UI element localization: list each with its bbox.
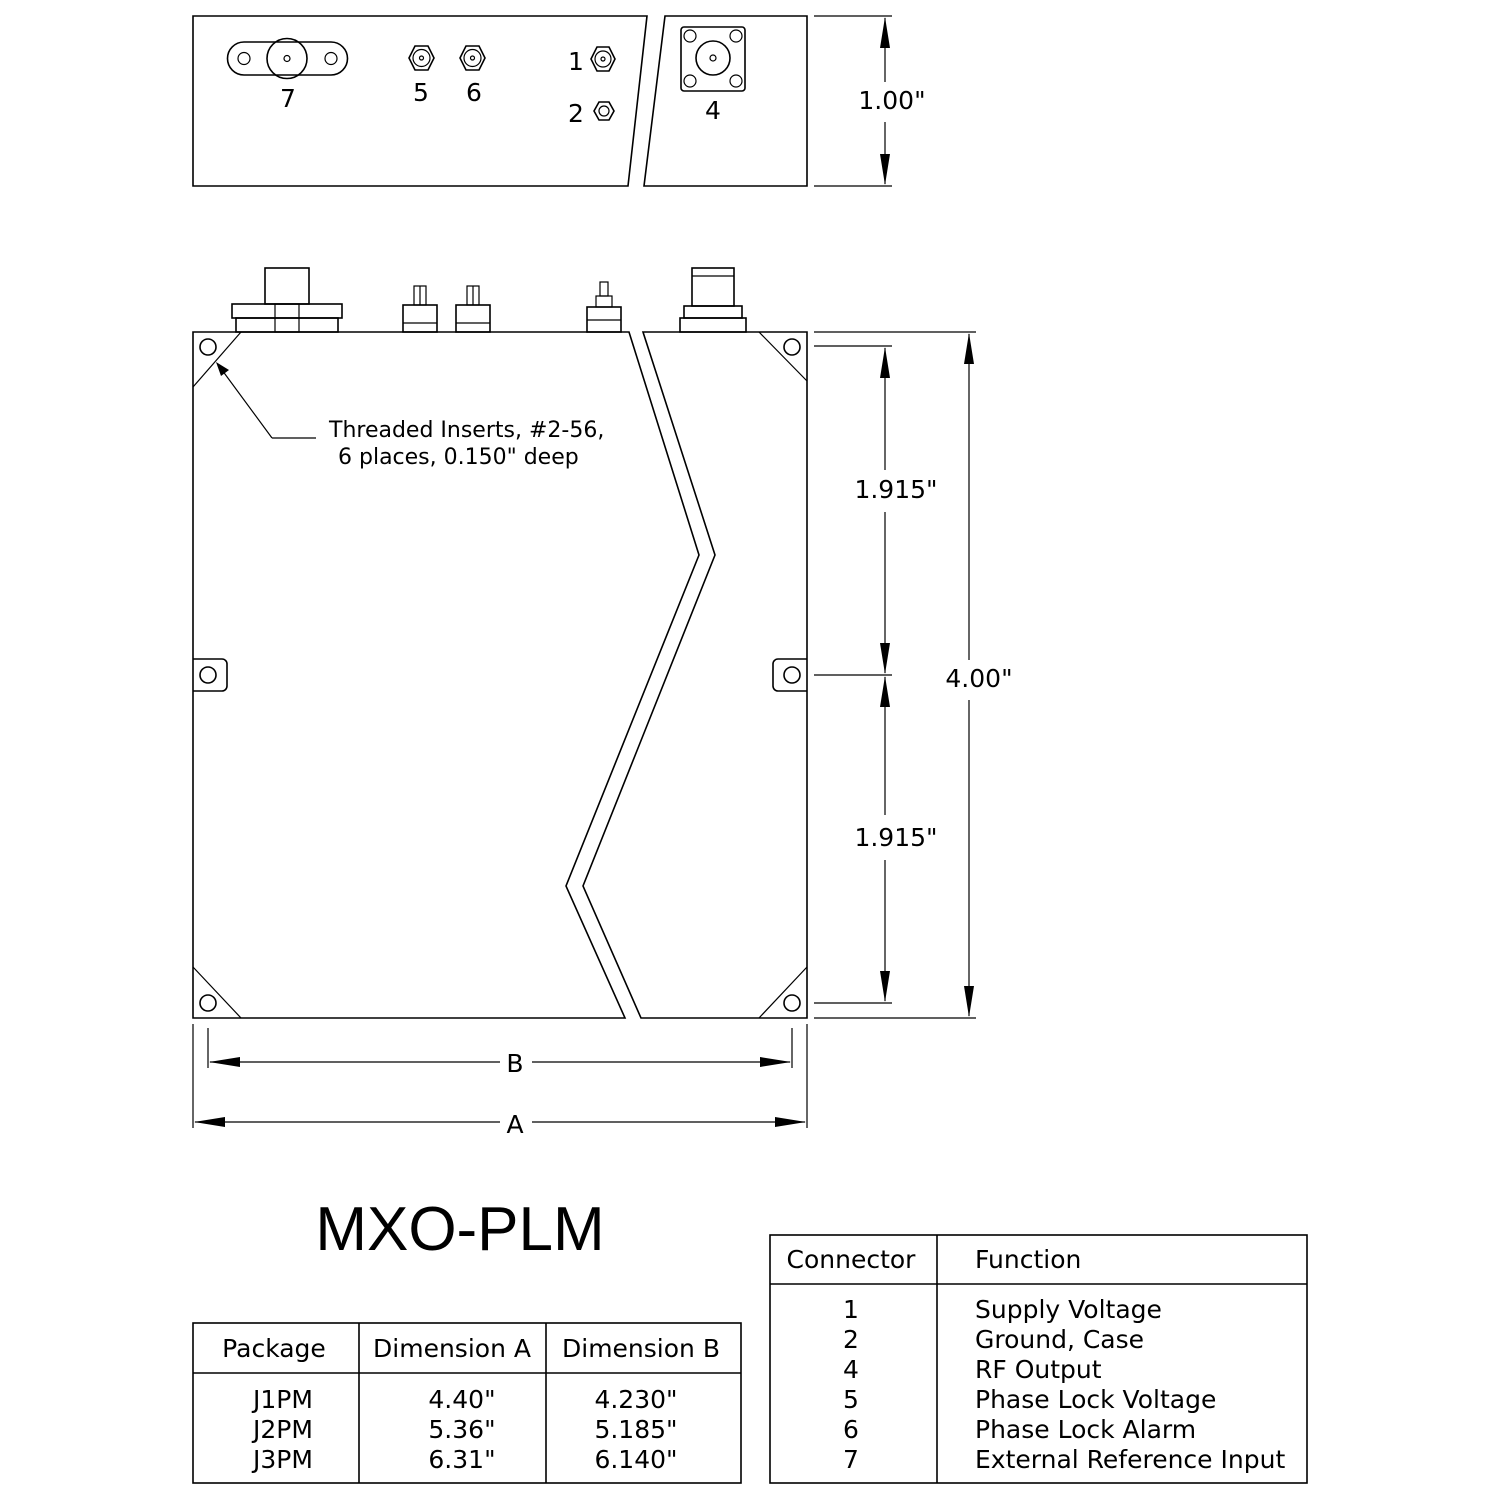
callout-text-line1: Threaded Inserts, #2-56, [329,418,605,443]
connector-6-top [460,46,485,70]
connector-header-connector: Connector [786,1245,916,1274]
connector-function-cell: Ground, Case [975,1325,1145,1354]
dim-lower-label: 1.915" [854,823,938,852]
connector-function-cell: External Reference Input [975,1445,1286,1474]
package-header-package: Package [222,1334,326,1363]
package-cell: 6.140" [594,1445,678,1474]
front-view [193,268,1013,1139]
connector-function-cell: Supply Voltage [975,1295,1162,1324]
dimension-b [208,1028,792,1068]
label-connector-4: 4 [705,96,721,125]
connector-function-cell: Phase Lock Alarm [975,1415,1197,1444]
connector-number-cell: 5 [843,1385,859,1414]
connector-number-cell: 1 [843,1295,859,1324]
connector-5-side [403,286,437,332]
callout-text-line2: 6 places, 0.150" deep [338,445,579,470]
connector-table [770,1235,1307,1483]
connector-7-side [232,268,342,332]
dim-a-label: A [506,1110,524,1139]
connector-function-cell: Phase Lock Voltage [975,1385,1217,1414]
package-cell: 5.36" [428,1415,496,1444]
dim-total-label: 4.00" [945,664,1013,693]
connector-number-cell: 2 [843,1325,859,1354]
package-cell: J1PM [253,1385,313,1414]
package-cell: 5.185" [594,1415,678,1444]
hole-spacing-dimensions [814,346,892,1003]
package-header-dim-a: Dimension A [373,1334,531,1363]
connector-number-cell: 6 [843,1415,859,1444]
label-connector-7: 7 [280,84,296,113]
connector-2-top [594,102,614,120]
connector-1-top [591,47,615,71]
label-connector-1: 1 [568,47,584,76]
package-header-dim-b: Dimension B [562,1334,720,1363]
connector-number-cell: 4 [843,1355,859,1384]
connector-4-top [681,27,745,91]
drawing-title: MXO-PLM [315,1195,605,1264]
connector-4-side [680,268,746,332]
label-connector-2: 2 [568,99,584,128]
package-cell: 4.40" [428,1385,496,1414]
connector-1-side [587,282,621,332]
connector-number-cell: 7 [843,1445,859,1474]
top-view-right-section [644,16,807,186]
dim-height-label: 1.00" [858,86,926,115]
package-cell: J2PM [253,1415,313,1444]
top-view [193,16,926,186]
connector-function-cell: RF Output [975,1355,1102,1384]
label-connector-5: 5 [413,78,429,107]
connector-7-top [228,39,348,79]
package-cell: 4.230" [594,1385,678,1414]
insert-callout-leader [216,362,316,438]
label-connector-6: 6 [466,78,482,107]
connector-5-top [409,46,434,70]
connector-6-side [456,286,490,332]
dimension-a [193,1024,807,1128]
package-cell: J3PM [253,1445,313,1474]
package-table [193,1323,741,1483]
dim-b-label: B [506,1049,524,1078]
dim-upper-label: 1.915" [854,475,938,504]
package-cell: 6.31" [428,1445,496,1474]
connector-header-function: Function [975,1245,1082,1274]
